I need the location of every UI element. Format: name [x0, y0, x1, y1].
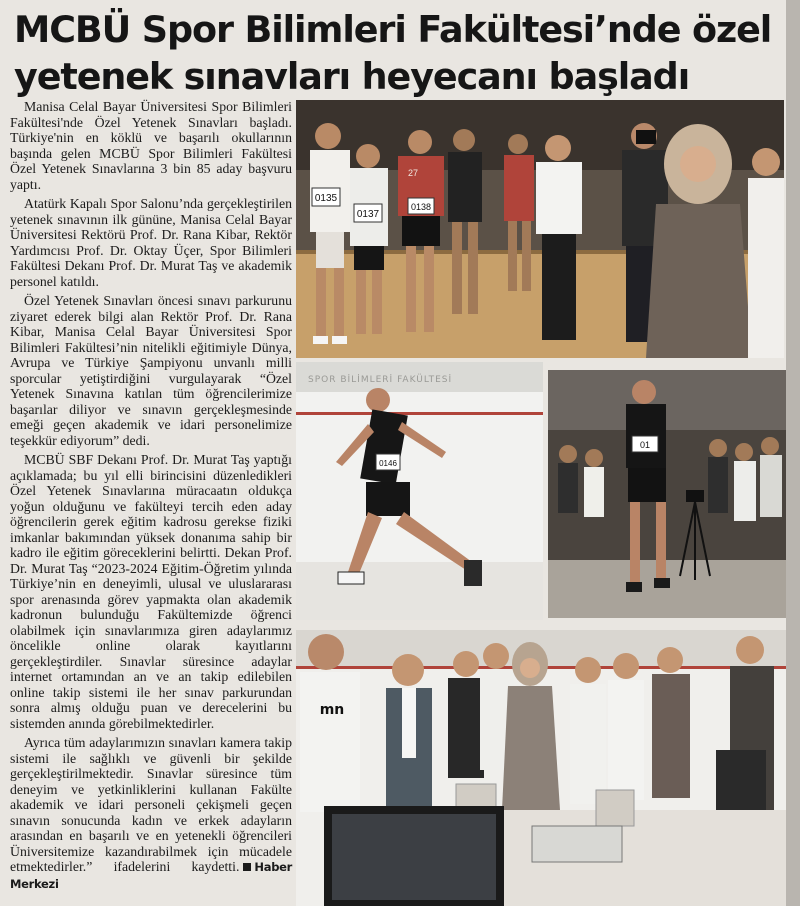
bib-01: 01: [639, 440, 651, 450]
headline-line-2: yetenek sınavları heyecanı başladı: [14, 55, 690, 98]
jersey-27: 27: [408, 168, 419, 178]
adjacent-page-strip: [786, 0, 800, 906]
photo-candidates-and-officials: [296, 100, 784, 358]
bib-0138: 0138: [410, 202, 432, 212]
hall-banner-text: SPOR BİLİMLERİ FAKÜLTESİ: [308, 375, 453, 385]
paragraph-5: [10, 735, 292, 892]
paragraph-3: Özel Yetenek Sınavları öncesi sınavı parkurunu ziyaret ederek bilgi alan Rektör Prof. Dr. Rana Kibar, Manisa Celal Bayar Üniversitesi Spor Bilimleri Fakültesi’nin nitelikli eğitimiyle Dünya, Avrupa ve Türkiye Şampiyonu unvanlı milli sporcular yetiştirdiğini vurgulayarak “Özel Yetenek Sınavına katılan tüm öğrencilerimize başarılar diliyor ve sınavın gerçekleşmesinde emeği geçen akademik ve idari personelimize teşekkür ediyorum” dedi.: [10, 293, 292, 448]
bib-0135: 0135: [314, 193, 338, 204]
paragraph-1: Manisa Celal Bayar Üniversitesi Spor Bilimleri Fakültesi'nde Özel Yetenek Sınavları başladı. Türkiye'nin en köklü ve başarılı okullarının başında gelen MCBÜ Spor Bilimleri Fakültesi Özel Yetenek Sınavlarına 3 bin 85 aday başvuru yaptı.: [10, 99, 292, 192]
paragraph-4: MCBÜ SBF Dekanı Prof. Dr. Murat Taş yaptığı açıklamada; bu yıl elli birincisini düzenledikleri Özel Yetenek Sınavlarına müracaatın oldukça yoğun olduğunu ve fakülteyi tercih eden aday öğrencilerin gerek eğitim kadrosu gerekse fiziki imkanlar bakımından yüksek donanıma sahip bir kadro ile eğitim göreceklerini belirtti. Dekan Prof. Dr. Murat Taş “2023-2024 Eğitim-Öğretim yılında Türkiye’nin en deneyimli, ulusal ve uluslararası spor arenasında görev yapmakta olan akademik kadronun bulunduğu Fakültemizde öğrenci olabilmek için sınavlarımıza giren adaylarımız öncelikle online olarak kayıtlarını gerçekleştirdiler. Sınavlar süresince adaylar internet ortamından an ve an takip edilebilen online takip sistemi ile her sınav parkurundan sonra almış olduğu puan ve derecelerini bu sistemden anında görebilmektedirler.: [10, 452, 292, 731]
paragraph-5-text: Ayrıca tüm adaylarımızın sınavları kamera takip sistemi ile sağlıklı ve güvenli bir şekilde gerçekleştirilmektedir. Sınavlar süresince tüm deneyim ve yetkinliklerini kullanan Fakülte akademik ve idari personeli çekişmeli geçen sınavın sonucunda kadın ve erkek adayların arasından en başarılı ve en yetenekli öğrencileri Üniversitemize kazandırabilmek için mücadele etmektedirler.” ifadelerini kaydetti.: [10, 735, 292, 874]
bib-0137: 0137: [356, 209, 380, 220]
photo-sprinter: [296, 362, 543, 620]
bib-0146: 0146: [379, 459, 397, 468]
shirt-logo: mn: [319, 702, 345, 718]
byline-square-icon: [243, 863, 251, 871]
photo-runner-camera: [548, 370, 786, 618]
headline-line-1: MCBÜ Spor Bilimleri Fakültesi’nde özel: [14, 8, 772, 51]
headline: [14, 6, 794, 100]
article-body: [10, 99, 292, 896]
paragraph-2: Atatürk Kapalı Spor Salonu’nda gerçekleştirilen yetenek sınavının ilk gününe, Manisa Celal Bayar Üniversitesi Rektörü Prof. Dr. Rana Kibar, Rektör Yardımcısı Prof. Dr. Oktay Üçer, Spor Bilimleri Fakültesi Dekanı Prof. Dr. Murat Taş ve akademik personel katıldı.: [10, 196, 292, 289]
byline: Haber Merkezi: [10, 860, 292, 891]
photo-officials-tables: [296, 630, 790, 906]
